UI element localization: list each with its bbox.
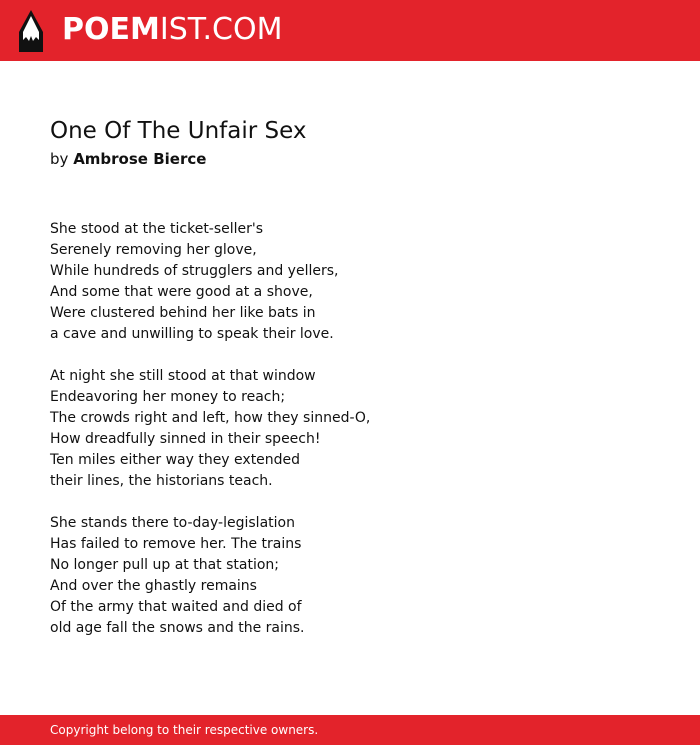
poem-body bbox=[50, 219, 650, 660]
poem-title: One Of The Unfair Sex bbox=[50, 118, 307, 144]
poem-line: And over the ghastly remains bbox=[50, 578, 257, 594]
site-logo[interactable] bbox=[62, 12, 282, 48]
poem-line: Has failed to remove her. The trains bbox=[50, 536, 302, 552]
poem-line: their lines, the historians teach. bbox=[50, 473, 273, 489]
poem-line: How dreadfully sinned in their speech! bbox=[50, 431, 321, 447]
pencil-tip-icon[interactable] bbox=[18, 10, 44, 52]
poem-line: Serenely removing her glove, bbox=[50, 242, 257, 258]
poem-line: Were clustered behind her like bats in bbox=[50, 305, 316, 321]
stanza-3 bbox=[50, 513, 650, 639]
stanza-1 bbox=[50, 219, 650, 345]
poem-line: Ten miles either way they extended bbox=[50, 452, 301, 468]
logo-text-strong: POEM bbox=[62, 12, 160, 47]
site-footer bbox=[0, 715, 700, 745]
poem-line: Of the army that waited and died of bbox=[50, 599, 302, 615]
poem-line: old age fall the snows and the rains. bbox=[50, 620, 305, 636]
stanza-2 bbox=[50, 366, 650, 492]
by-label: by bbox=[50, 150, 69, 168]
poem-line: While hundreds of strugglers and yellers, bbox=[50, 263, 339, 279]
poem-line: The crowds right and left, how they sinned-O, bbox=[50, 410, 371, 426]
site-header bbox=[0, 0, 700, 61]
poem-line: At night she still stood at that window bbox=[50, 368, 316, 384]
poem-line: She stands there to-day-legislation bbox=[50, 515, 295, 531]
poem-heading bbox=[50, 116, 650, 170]
poem-line: And some that were good at a shove, bbox=[50, 284, 313, 300]
poem-line: a cave and unwilling to speak their love. bbox=[50, 326, 334, 342]
logo-text-light: IST.COM bbox=[159, 12, 283, 47]
poem-line: Endeavoring her money to reach; bbox=[50, 389, 286, 405]
byline bbox=[50, 148, 650, 170]
poem-line: She stood at the ticket-seller's bbox=[50, 221, 264, 237]
copyright-notice: Copyright belong to their respective owners. bbox=[50, 723, 319, 737]
author-name: Ambrose Bierce bbox=[73, 150, 207, 168]
poem-line: No longer pull up at that station; bbox=[50, 557, 280, 573]
